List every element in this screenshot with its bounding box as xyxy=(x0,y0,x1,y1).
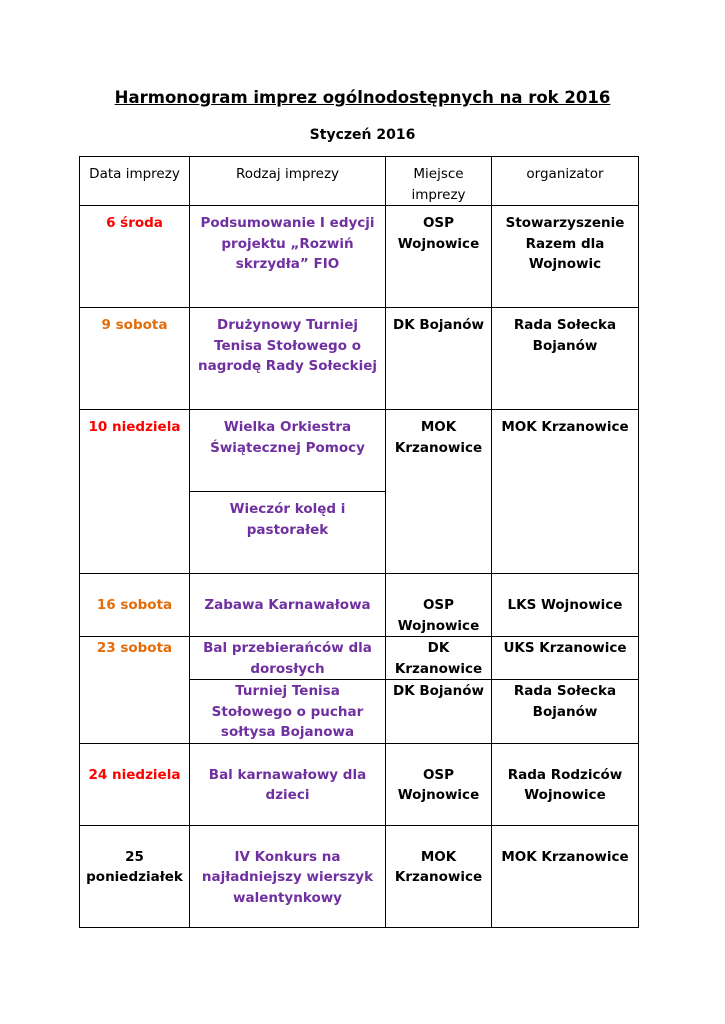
event-type: Turniej Tenisa Stołowego o puchar sołtysa Bojanowa xyxy=(190,680,386,744)
table-row xyxy=(80,410,639,492)
event-type: Wieczór kolęd i pastorałek xyxy=(190,492,386,574)
table-row xyxy=(80,574,639,637)
event-organizer: Stowarzyszenie Razem dla Wojnowic xyxy=(492,206,639,308)
header-date: Data imprezy xyxy=(80,157,190,206)
event-place: MOK Krzanowice xyxy=(386,825,492,927)
event-organizer: MOK Krzanowice xyxy=(492,825,639,927)
table-row xyxy=(80,637,639,680)
table-row xyxy=(80,743,639,825)
event-date: 23 sobota xyxy=(80,637,190,744)
event-place: OSP Wojnowice xyxy=(386,574,492,637)
event-organizer: LKS Wojnowice xyxy=(492,574,639,637)
event-place: DK Krzanowice xyxy=(386,637,492,680)
event-date: 10 niedziela xyxy=(80,410,190,574)
event-organizer: UKS Krzanowice xyxy=(492,637,639,680)
event-date: 24 niedziela xyxy=(80,743,190,825)
event-place: OSP Wojnowice xyxy=(386,206,492,308)
header-organizer: organizator xyxy=(492,157,639,206)
event-place: DK Bojanów xyxy=(386,680,492,744)
event-date: 16 sobota xyxy=(80,574,190,637)
event-organizer: Rada Rodziców Wojnowice xyxy=(492,743,639,825)
table-row xyxy=(80,308,639,410)
event-type: Zabawa Karnawałowa xyxy=(190,574,386,637)
header-type: Rodzaj imprezy xyxy=(190,157,386,206)
event-type: Podsumowanie I edycji projektu „Rozwiń skrzydła” FIO xyxy=(190,206,386,308)
event-date: 25 poniedziałek xyxy=(80,825,190,927)
event-type: IV Konkurs na najładniejszy wierszyk walentynkowy xyxy=(190,825,386,927)
header-place: Miejsce imprezy xyxy=(386,157,492,206)
event-type: Bal przebierańców dla dorosłych xyxy=(190,637,386,680)
table-header-row xyxy=(80,157,639,206)
event-organizer: Rada Sołecka Bojanów xyxy=(492,308,639,410)
month-heading: Styczeń 2016 xyxy=(309,127,416,143)
event-type: Wielka Orkiestra Świątecznej Pomocy xyxy=(190,410,386,492)
events-table xyxy=(79,156,639,928)
event-type: Bal karnawałowy dla dzieci xyxy=(190,743,386,825)
event-place: OSP Wojnowice xyxy=(386,743,492,825)
document-title: Harmonogram imprez ogólnodostępnych na rok 2016 xyxy=(114,88,611,107)
event-date: 6 środa xyxy=(80,206,190,308)
event-place: MOK Krzanowice xyxy=(386,410,492,574)
event-date: 9 sobota xyxy=(80,308,190,410)
event-type: Drużynowy Turniej Tenisa Stołowego o nagrodę Rady Sołeckiej xyxy=(190,308,386,410)
table-row xyxy=(80,825,639,927)
event-organizer: MOK Krzanowice xyxy=(492,410,639,574)
event-place: DK Bojanów xyxy=(386,308,492,410)
table-row xyxy=(80,206,639,308)
event-organizer: Rada Sołecka Bojanów xyxy=(492,680,639,744)
